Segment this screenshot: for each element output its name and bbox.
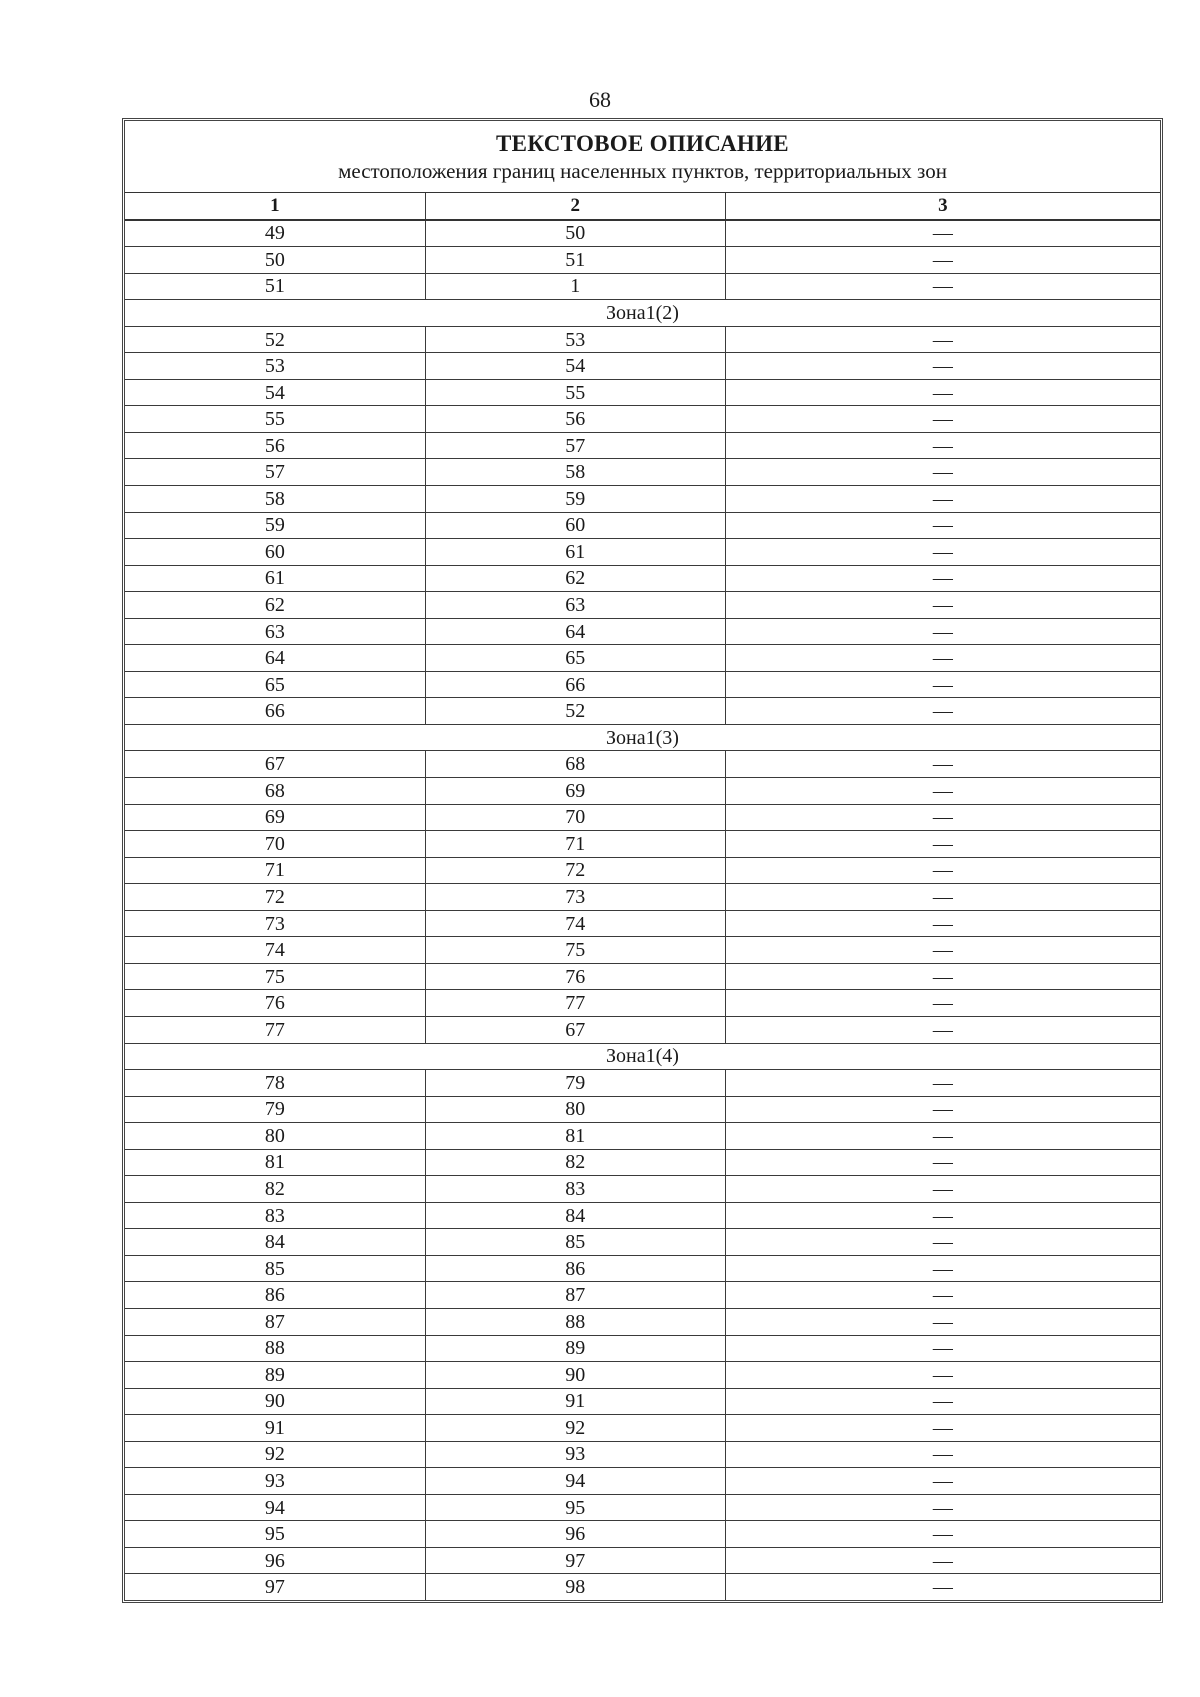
table-row bbox=[125, 273, 1160, 300]
description-cell: — bbox=[725, 220, 1160, 247]
end-point-cell: 71 bbox=[425, 831, 725, 858]
description-cell: — bbox=[725, 247, 1160, 274]
table-row bbox=[125, 751, 1160, 778]
start-point-cell: 49 bbox=[125, 220, 425, 247]
table-row bbox=[125, 963, 1160, 990]
start-point-cell: 71 bbox=[125, 857, 425, 884]
description-cell: — bbox=[725, 1123, 1160, 1150]
end-point-cell: 80 bbox=[425, 1096, 725, 1123]
boundary-table bbox=[125, 193, 1160, 1600]
start-point-cell: 70 bbox=[125, 831, 425, 858]
end-point-cell: 52 bbox=[425, 698, 725, 725]
table-row bbox=[125, 1547, 1160, 1574]
description-cell: — bbox=[725, 592, 1160, 619]
table-row bbox=[125, 1415, 1160, 1442]
description-cell: — bbox=[725, 1282, 1160, 1309]
table-row bbox=[125, 937, 1160, 964]
end-point-cell: 66 bbox=[425, 671, 725, 698]
end-point-cell: 50 bbox=[425, 220, 725, 247]
table-row bbox=[125, 406, 1160, 433]
start-point-cell: 65 bbox=[125, 671, 425, 698]
description-cell: — bbox=[725, 1070, 1160, 1097]
table-row bbox=[125, 778, 1160, 805]
start-point-cell: 93 bbox=[125, 1468, 425, 1495]
table-row bbox=[125, 857, 1160, 884]
end-point-cell: 67 bbox=[425, 1016, 725, 1043]
zone-label: Зона1(2) bbox=[125, 300, 1160, 327]
description-cell: — bbox=[725, 1335, 1160, 1362]
table-subtitle: местоположения границ населенных пунктов, территориальных зон bbox=[338, 159, 947, 183]
table-header bbox=[125, 121, 1160, 193]
start-point-cell: 62 bbox=[125, 592, 425, 619]
end-point-cell: 82 bbox=[425, 1149, 725, 1176]
start-point-cell: 51 bbox=[125, 273, 425, 300]
description-cell: — bbox=[725, 1388, 1160, 1415]
start-point-cell: 91 bbox=[125, 1415, 425, 1442]
start-point-cell: 97 bbox=[125, 1574, 425, 1600]
end-point-cell: 92 bbox=[425, 1415, 725, 1442]
table-row bbox=[125, 1308, 1160, 1335]
description-cell: — bbox=[932, 1576, 953, 1599]
description-cell: — bbox=[725, 432, 1160, 459]
description-cell: — bbox=[725, 857, 1160, 884]
end-point-cell: 96 bbox=[425, 1521, 725, 1548]
end-point-cell: 93 bbox=[425, 1441, 725, 1468]
end-point-cell: 65 bbox=[425, 645, 725, 672]
end-point-cell: 87 bbox=[425, 1282, 725, 1309]
start-point-cell: 72 bbox=[125, 884, 425, 911]
end-point-cell: 51 bbox=[425, 247, 725, 274]
start-point-cell: 66 bbox=[125, 698, 425, 725]
start-point-cell: 67 bbox=[125, 751, 425, 778]
end-point-cell: 55 bbox=[425, 379, 725, 406]
description-cell: — bbox=[725, 379, 1160, 406]
end-point-cell: 75 bbox=[425, 937, 725, 964]
table-row bbox=[125, 698, 1160, 725]
start-point-cell: 85 bbox=[125, 1255, 425, 1282]
description-cell: — bbox=[725, 1096, 1160, 1123]
end-point-cell: 72 bbox=[425, 857, 725, 884]
table-row bbox=[125, 1574, 1160, 1600]
column-header-3: 3 bbox=[725, 193, 1160, 220]
start-point-cell: 56 bbox=[125, 432, 425, 459]
table-row bbox=[125, 1016, 1160, 1043]
table-row bbox=[125, 1282, 1160, 1309]
description-cell: — bbox=[725, 831, 1160, 858]
end-point-cell: 89 bbox=[425, 1335, 725, 1362]
start-point-cell: 81 bbox=[125, 1149, 425, 1176]
description-cell: — bbox=[725, 1255, 1160, 1282]
description-cell: — bbox=[725, 751, 1160, 778]
table-row bbox=[125, 1521, 1160, 1548]
table-row bbox=[125, 645, 1160, 672]
end-point-cell: 62 bbox=[425, 565, 725, 592]
table-row bbox=[125, 1494, 1160, 1521]
start-point-cell: 53 bbox=[125, 353, 425, 380]
end-point-cell: 59 bbox=[425, 486, 725, 513]
start-point-cell: 86 bbox=[125, 1282, 425, 1309]
description-cell: — bbox=[725, 1415, 1160, 1442]
end-point-cell: 76 bbox=[425, 963, 725, 990]
description-cell: — bbox=[725, 990, 1160, 1017]
start-point-cell: 57 bbox=[125, 459, 425, 486]
column-header-row bbox=[125, 193, 1160, 220]
start-point-cell: 76 bbox=[125, 990, 425, 1017]
end-point-cell: 1 bbox=[425, 273, 725, 300]
start-point-cell: 75 bbox=[125, 963, 425, 990]
description-cell: — bbox=[725, 1176, 1160, 1203]
start-point-cell: 55 bbox=[125, 406, 425, 433]
start-point-cell: 54 bbox=[125, 379, 425, 406]
table-title: ТЕКСТОВОЕ ОПИСАНИЕ bbox=[496, 131, 789, 156]
description-cell: — bbox=[725, 671, 1160, 698]
end-point-cell: 83 bbox=[425, 1176, 725, 1203]
start-point-cell: 79 bbox=[125, 1096, 425, 1123]
end-point-cell: 84 bbox=[425, 1202, 725, 1229]
description-cell: — bbox=[725, 273, 1160, 300]
table-row bbox=[125, 220, 1160, 247]
table-row bbox=[125, 459, 1160, 486]
description-cell: — bbox=[725, 539, 1160, 566]
end-point-cell: 60 bbox=[425, 512, 725, 539]
table-row bbox=[125, 884, 1160, 911]
end-point-cell: 91 bbox=[425, 1388, 725, 1415]
table-row bbox=[125, 247, 1160, 274]
zone-header-row bbox=[125, 300, 1160, 327]
table-row bbox=[125, 1362, 1160, 1389]
description-cell: — bbox=[725, 1308, 1160, 1335]
end-point-cell: 53 bbox=[425, 326, 725, 353]
table-row bbox=[125, 326, 1160, 353]
column-header-2: 2 bbox=[425, 193, 725, 220]
end-point-cell: 86 bbox=[425, 1255, 725, 1282]
description-cell: — bbox=[725, 1441, 1160, 1468]
description-cell: — bbox=[725, 937, 1160, 964]
zone-label: Зона1(3) bbox=[125, 724, 1160, 751]
description-cell: — bbox=[725, 1547, 1160, 1574]
table-row bbox=[125, 910, 1160, 937]
start-point-cell: 50 bbox=[125, 247, 425, 274]
description-cell: — bbox=[725, 910, 1160, 937]
description-cell: — bbox=[725, 1229, 1160, 1256]
start-point-cell: 90 bbox=[125, 1388, 425, 1415]
description-cell: — bbox=[725, 1016, 1160, 1043]
description-cell: — bbox=[725, 1202, 1160, 1229]
description-cell: — bbox=[725, 353, 1160, 380]
start-point-cell: 58 bbox=[125, 486, 425, 513]
table-row bbox=[125, 1441, 1160, 1468]
end-point-cell: 64 bbox=[425, 618, 725, 645]
description-cell: — bbox=[725, 618, 1160, 645]
end-point-cell: 95 bbox=[425, 1494, 725, 1521]
table-row bbox=[125, 1229, 1160, 1256]
table-row bbox=[125, 618, 1160, 645]
end-point-cell: 73 bbox=[425, 884, 725, 911]
table-row bbox=[125, 512, 1160, 539]
description-cell: — bbox=[725, 1362, 1160, 1389]
table-row bbox=[125, 565, 1160, 592]
end-point-cell: 63 bbox=[425, 592, 725, 619]
table-row bbox=[125, 1096, 1160, 1123]
start-point-cell: 83 bbox=[125, 1202, 425, 1229]
start-point-cell: 95 bbox=[125, 1521, 425, 1548]
table-row bbox=[125, 1123, 1160, 1150]
table-row bbox=[125, 1149, 1160, 1176]
end-point-cell: 70 bbox=[425, 804, 725, 831]
start-point-cell: 68 bbox=[125, 778, 425, 805]
end-point-cell: 61 bbox=[425, 539, 725, 566]
start-point-cell: 74 bbox=[125, 937, 425, 964]
description-cell: — bbox=[725, 459, 1160, 486]
table-row bbox=[125, 353, 1160, 380]
start-point-cell: 69 bbox=[125, 804, 425, 831]
table-row bbox=[125, 379, 1160, 406]
description-cell: — bbox=[725, 884, 1160, 911]
end-point-cell: 81 bbox=[425, 1123, 725, 1150]
description-cell: — bbox=[725, 698, 1160, 725]
description-cell: — bbox=[725, 778, 1160, 805]
end-point-cell: 88 bbox=[425, 1308, 725, 1335]
table-row bbox=[125, 1202, 1160, 1229]
end-point-cell: 56 bbox=[425, 406, 725, 433]
description-cell: — bbox=[725, 406, 1160, 433]
start-point-cell: 61 bbox=[125, 565, 425, 592]
zone-header-row bbox=[125, 724, 1160, 751]
start-point-cell: 73 bbox=[125, 910, 425, 937]
start-point-cell: 87 bbox=[125, 1308, 425, 1335]
start-point-cell: 77 bbox=[125, 1016, 425, 1043]
start-point-cell: 64 bbox=[125, 645, 425, 672]
start-point-cell: 84 bbox=[125, 1229, 425, 1256]
end-point-cell: 98 bbox=[425, 1574, 725, 1600]
description-cell: — bbox=[725, 326, 1160, 353]
table-row bbox=[125, 831, 1160, 858]
end-point-cell: 97 bbox=[425, 1547, 725, 1574]
table-row bbox=[125, 990, 1160, 1017]
end-point-cell: 74 bbox=[425, 910, 725, 937]
start-point-cell: 94 bbox=[125, 1494, 425, 1521]
start-point-cell: 78 bbox=[125, 1070, 425, 1097]
description-cell: — bbox=[725, 1468, 1160, 1495]
end-point-cell: 57 bbox=[425, 432, 725, 459]
start-point-cell: 96 bbox=[125, 1547, 425, 1574]
description-cell: — bbox=[725, 565, 1160, 592]
end-point-cell: 77 bbox=[425, 990, 725, 1017]
page-number: 68 bbox=[589, 87, 611, 112]
table-row bbox=[125, 1255, 1160, 1282]
table-row bbox=[125, 539, 1160, 566]
start-point-cell: 59 bbox=[125, 512, 425, 539]
end-point-cell: 54 bbox=[425, 353, 725, 380]
column-header-1: 1 bbox=[125, 193, 425, 220]
table-row bbox=[125, 671, 1160, 698]
start-point-cell: 89 bbox=[125, 1362, 425, 1389]
description-cell: — bbox=[725, 804, 1160, 831]
end-point-cell: 69 bbox=[425, 778, 725, 805]
table-row bbox=[125, 1388, 1160, 1415]
end-point-cell: 94 bbox=[425, 1468, 725, 1495]
description-cell: — bbox=[725, 1149, 1160, 1176]
table-row bbox=[125, 1176, 1160, 1203]
table-row bbox=[125, 804, 1160, 831]
table-row bbox=[125, 486, 1160, 513]
start-point-cell: 60 bbox=[125, 539, 425, 566]
start-point-cell: 82 bbox=[125, 1176, 425, 1203]
table-row bbox=[125, 1468, 1160, 1495]
end-point-cell: 79 bbox=[425, 1070, 725, 1097]
start-point-cell: 88 bbox=[125, 1335, 425, 1362]
table-row bbox=[125, 1070, 1160, 1097]
description-cell: — bbox=[725, 1521, 1160, 1548]
start-point-cell: 80 bbox=[125, 1123, 425, 1150]
description-cell: — bbox=[725, 486, 1160, 513]
boundary-description-table-frame bbox=[122, 118, 1163, 1603]
table-row bbox=[125, 432, 1160, 459]
description-cell: — bbox=[725, 512, 1160, 539]
table-row bbox=[125, 1335, 1160, 1362]
end-point-cell: 90 bbox=[425, 1362, 725, 1389]
start-point-cell: 92 bbox=[125, 1441, 425, 1468]
description-cell: — bbox=[725, 645, 1160, 672]
zone-label: Зона1(4) bbox=[125, 1043, 1160, 1070]
zone-header-row bbox=[125, 1043, 1160, 1070]
description-cell: — bbox=[725, 963, 1160, 990]
table-row bbox=[125, 592, 1160, 619]
start-point-cell: 52 bbox=[125, 326, 425, 353]
end-point-cell: 58 bbox=[425, 459, 725, 486]
end-point-cell: 85 bbox=[425, 1229, 725, 1256]
description-cell: — bbox=[725, 1494, 1160, 1521]
start-point-cell: 63 bbox=[125, 618, 425, 645]
end-point-cell: 68 bbox=[425, 751, 725, 778]
boundary-table-body bbox=[125, 193, 1160, 1600]
